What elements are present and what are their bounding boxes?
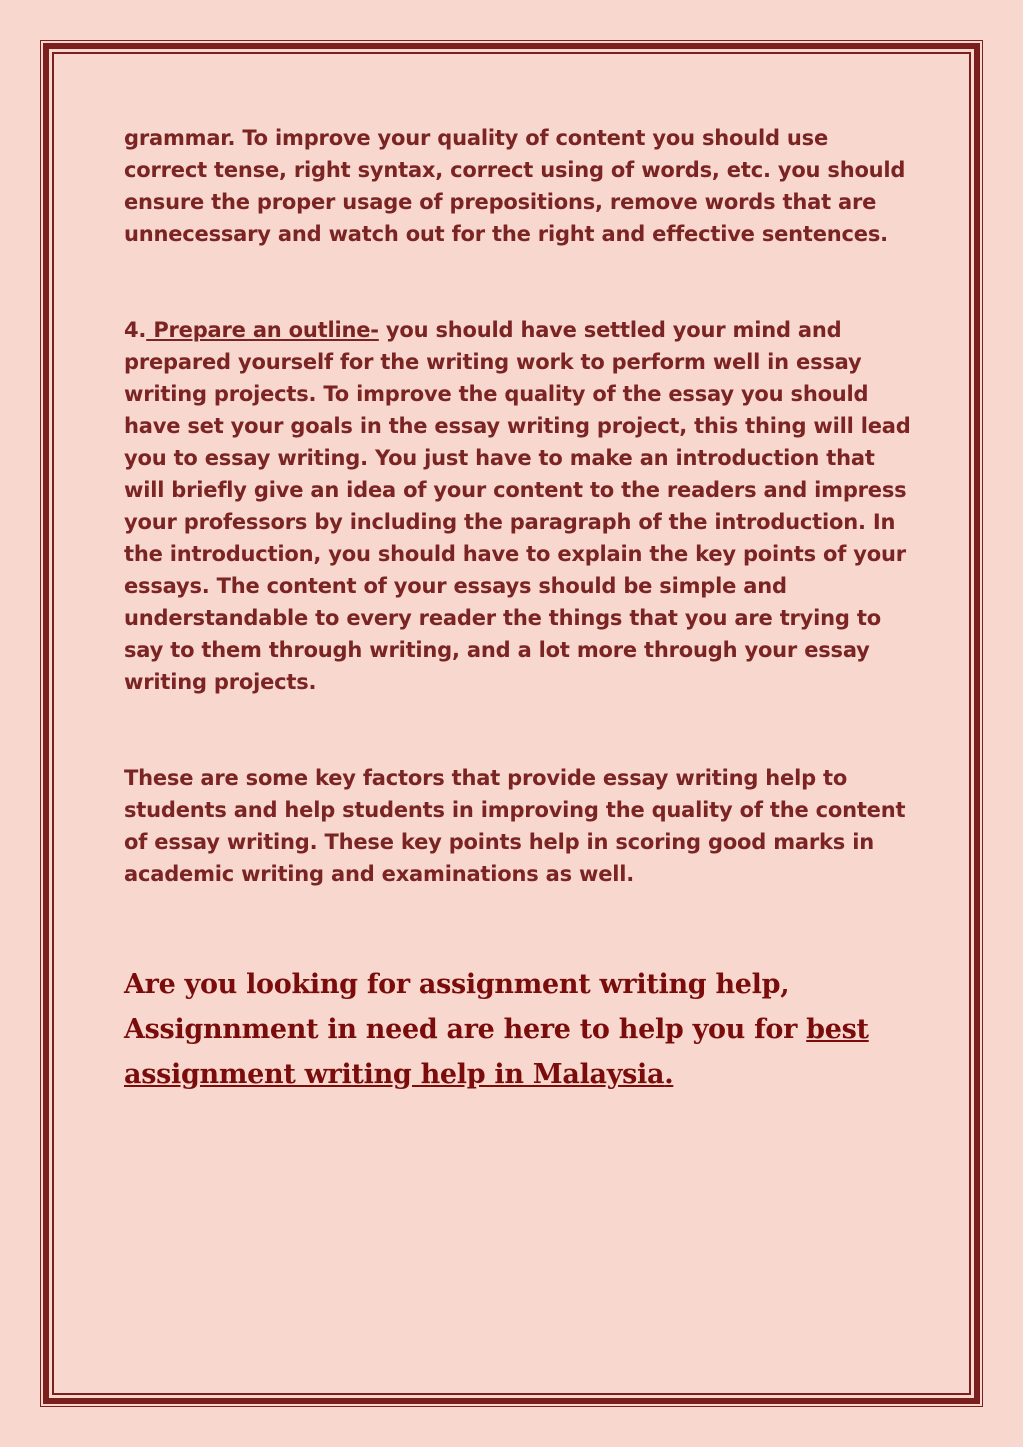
outline-heading: Prepare an outline- <box>146 318 379 342</box>
call-to-action <box>124 962 914 1097</box>
document-body <box>124 122 914 1097</box>
paragraph-outline <box>124 314 914 698</box>
outline-body: you should have settled your mind and prepared yourself for the writing work to perform well in essay writing projects. To improve the quality of the essay you should have set your goals in the essay writing project, this thing will lead you to essay writing. You just have to make an introduction that will briefly give an idea of your content to the readers and impress your professors by including the paragraph of the introduction. In the introduction, you should have to explain the key points of your essays. The content of your essays should be simple and understandable to every reader the things that you are trying to say to them through writing, and a lot more through your essay writing projects. <box>124 318 911 694</box>
paragraph-conclusion: These are some key factors that provide essay writing help to students and help students in improving the quality of the content of essay writing. These key points help in scoring good marks in academic writing and examinations as well. <box>124 766 906 886</box>
list-number: 4. <box>124 318 147 342</box>
cta-period: . <box>664 1059 674 1090</box>
malaysia-help-link[interactable]: best assignment writing help in Malaysia <box>124 1014 869 1090</box>
cta-text: Are you looking for assignment writing help, Assignnment in need are here to help you for <box>124 969 807 1045</box>
paragraph-grammar: grammar. To improve your quality of content you should use correct tense, right syntax, correct using of words, etc. you should ensure the proper usage of prepositions, remove words that are unnecessary and watch out for the right and effective sentences. <box>124 126 906 246</box>
